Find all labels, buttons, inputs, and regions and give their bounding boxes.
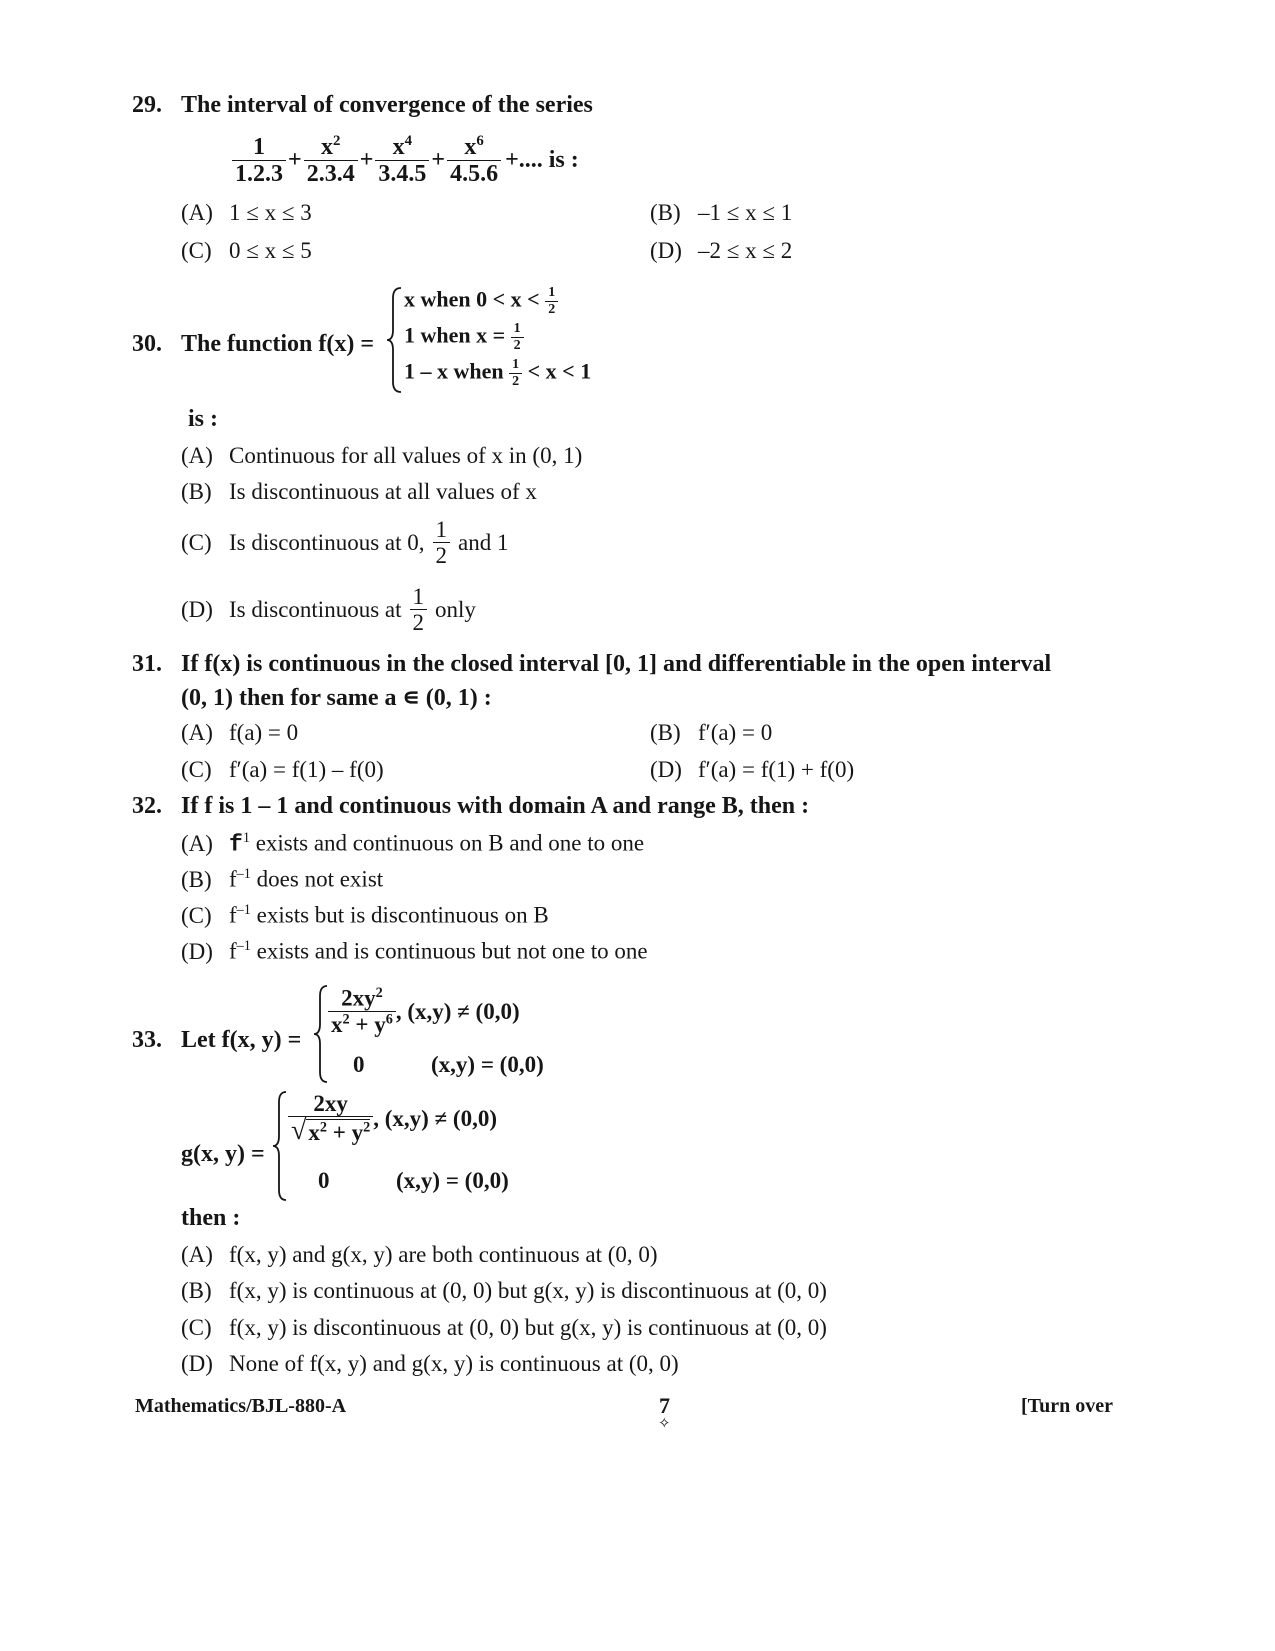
option-label: (D)	[181, 597, 213, 623]
option-text: f(x, y) and g(x, y) are both continuous at (0, 0)	[229, 1242, 658, 1267]
option-a[interactable]	[181, 720, 298, 746]
half-fraction: $\frac{1}{2}$	[410, 585, 428, 635]
option-label: (A)	[181, 830, 213, 856]
option-label: (B)	[181, 866, 212, 892]
option-c[interactable]	[181, 757, 384, 783]
sparkle-icon: ✧	[658, 1416, 671, 1432]
inverse-exponent: –1	[236, 938, 251, 954]
option-d[interactable]	[181, 1351, 679, 1377]
term-denominator: 2.3.4	[304, 160, 358, 187]
f-zero-value: 0	[353, 1052, 365, 1077]
option-text: f(x, y) is continuous at (0, 0) but g(x, y) is discontinuous at (0, 0)	[229, 1278, 827, 1303]
option-d[interactable]	[181, 938, 648, 965]
option-d[interactable]	[181, 585, 476, 635]
option-label: (A)	[181, 443, 213, 468]
option-label: (A)	[181, 200, 213, 225]
condition-text: (x,y) = (0,0)	[396, 1168, 509, 1193]
option-a[interactable]	[181, 200, 312, 226]
case-row-3: 1 – x when $\frac{1}{2}$ < x < 1	[404, 357, 592, 389]
question-stem: If f is 1 – 1 and continuous with domain A and range B, then :	[181, 793, 810, 819]
function-symbol: f	[229, 866, 237, 892]
option-text: 0 ≤ x ≤ 5	[229, 238, 312, 263]
option-label: (D)	[650, 238, 682, 263]
question-number: 33.	[132, 1027, 162, 1053]
left-brace-icon	[386, 286, 404, 394]
option-label: (B)	[650, 720, 681, 745]
option-label: (C)	[181, 902, 212, 928]
condition-text: (x,y) = (0,0)	[431, 1052, 544, 1077]
question-stem: The interval of convergence of the series	[181, 92, 593, 118]
option-c[interactable]	[181, 902, 549, 929]
option-text: Is discontinuous at all values of x	[229, 479, 537, 504]
f-case-row-1	[328, 986, 520, 1037]
option-text: exists and is continuous but not one to one	[256, 938, 648, 964]
option-label: (B)	[181, 479, 212, 504]
option-label: (C)	[181, 530, 212, 556]
question-number: 32.	[132, 793, 162, 819]
option-label: (B)	[181, 1278, 212, 1303]
option-b[interactable]	[650, 720, 772, 746]
half-fraction: $\frac{1}{2}$	[433, 518, 451, 568]
option-d[interactable]	[650, 238, 792, 264]
option-b[interactable]	[650, 200, 792, 226]
half-fraction: $\frac{1}{2}$	[511, 322, 524, 353]
fraction-numerator: $2xy^2$	[341, 985, 383, 1011]
option-text: f(a) = 0	[229, 720, 299, 745]
option-text: f′(a) = 0	[698, 720, 773, 745]
page-number: 7	[659, 1393, 670, 1418]
series-expression	[232, 134, 579, 188]
fraction-denominator: $x^2 + y^6$	[328, 1011, 396, 1037]
function-symbol: f	[229, 831, 243, 858]
left-brace-icon	[313, 984, 329, 1084]
half-fraction: $\frac{1}{2}$	[509, 358, 522, 389]
option-text: f′(a) = f(1) + f(0)	[698, 757, 855, 782]
inverse-exponent: –1	[236, 902, 251, 918]
option-label: (D)	[181, 938, 213, 964]
plus-sign: +	[431, 147, 446, 174]
sqrt-icon: √	[291, 1115, 307, 1147]
term-numerator: $x^4$	[392, 133, 413, 160]
option-label: (C)	[181, 238, 212, 263]
turn-over-label: [Turn over	[1021, 1395, 1114, 1417]
option-text: 1 ≤ x ≤ 3	[229, 200, 312, 225]
option-text: only	[435, 597, 476, 623]
option-d[interactable]	[650, 757, 854, 783]
paper-code: Mathematics/BJL-880-A	[135, 1395, 347, 1417]
option-text: and 1	[458, 530, 509, 556]
half-fraction: $\frac{1}{2}$	[545, 286, 558, 317]
plus-sign: +	[288, 147, 302, 174]
inverse-exponent: –1	[236, 866, 251, 882]
option-label: (C)	[181, 1315, 212, 1340]
fraction-denominator: √ $x^2 + y^2$	[288, 1116, 373, 1145]
term-numerator: $x^2$	[320, 133, 341, 160]
f-fraction	[328, 986, 396, 1037]
option-label: (D)	[650, 757, 682, 782]
term-denominator: 4.5.6	[447, 160, 501, 187]
g-case-row-1	[288, 1092, 497, 1145]
option-a[interactable]	[181, 830, 644, 858]
term-denominator: 1.2.3	[232, 160, 286, 187]
option-c[interactable]	[181, 238, 312, 264]
condition-text: , (x,y) ≠ (0,0)	[395, 998, 520, 1024]
option-text: Is discontinuous at 0,	[229, 530, 425, 556]
option-label: (B)	[650, 200, 681, 225]
question-number: 31.	[132, 651, 162, 677]
option-text: exists and continuous on B and one to one	[255, 830, 645, 856]
series-term-4	[447, 134, 501, 188]
function-symbol: f	[229, 938, 237, 964]
case-row-2: 1 when x = $\frac{1}{2}$	[404, 322, 524, 353]
question-suffix: then :	[181, 1205, 241, 1231]
option-b[interactable]	[181, 479, 537, 505]
option-a[interactable]	[181, 1242, 658, 1268]
f-definition-label: Let f(x, y) =	[181, 1027, 302, 1053]
option-b[interactable]	[181, 1278, 827, 1304]
question-stem: The function f(x) =	[181, 331, 375, 357]
series-term-1	[232, 135, 286, 188]
option-label: (D)	[181, 1351, 213, 1376]
g-definition-label: g(x, y) =	[181, 1141, 265, 1167]
option-b[interactable]	[181, 866, 383, 893]
option-text: –1 ≤ x ≤ 1	[698, 200, 793, 225]
option-text: –2 ≤ x ≤ 2	[698, 238, 793, 263]
option-label: (A)	[181, 720, 213, 745]
term-denominator: 3.4.5	[375, 160, 429, 187]
condition-text: , (x,y) ≠ (0,0)	[373, 1105, 497, 1131]
question-stem: If f(x) is continuous in the closed interval [0, 1] and differentiable in the open interval	[181, 651, 1052, 677]
g-fraction	[288, 1092, 373, 1145]
series-term-2	[304, 134, 358, 188]
question-number: 29.	[132, 92, 162, 118]
fraction-numerator: 2xy	[313, 1091, 348, 1116]
option-c[interactable]	[181, 1315, 827, 1341]
option-c[interactable]	[181, 518, 508, 568]
term-numerator: 1	[253, 133, 265, 160]
option-text: exists but is discontinuous on B	[256, 902, 549, 928]
g-zero-value: 0	[318, 1168, 330, 1193]
question-suffix: is :	[188, 406, 218, 432]
option-text: Continuous for all values of x in (0, 1)	[229, 443, 583, 468]
option-label: (C)	[181, 757, 212, 782]
series-term-3	[375, 134, 429, 188]
question-number: 30.	[132, 331, 162, 357]
option-label: (A)	[181, 1242, 213, 1267]
option-text: None of f(x, y) and g(x, y) is continuous at (0, 0)	[229, 1351, 679, 1376]
series-tail: +.... is :	[505, 147, 579, 174]
option-text: f(x, y) is discontinuous at (0, 0) but g(x, y) is continuous at (0, 0)	[229, 1315, 827, 1340]
question-stem-continued: (0, 1) then for same a ∊ (0, 1) :	[181, 685, 492, 711]
option-text: Is discontinuous at	[229, 597, 402, 623]
term-numerator: $x^6$	[464, 133, 484, 160]
option-text: does not exist	[256, 866, 384, 892]
plus-sign: +	[359, 147, 374, 174]
case-row-1: x when 0 < x < $\frac{1}{2}$	[404, 286, 558, 317]
inverse-exponent: 1	[242, 830, 250, 846]
option-a[interactable]	[181, 443, 582, 469]
option-text: f′(a) = f(1) – f(0)	[229, 757, 384, 782]
function-symbol: f	[229, 902, 237, 928]
left-brace-icon	[272, 1090, 288, 1202]
